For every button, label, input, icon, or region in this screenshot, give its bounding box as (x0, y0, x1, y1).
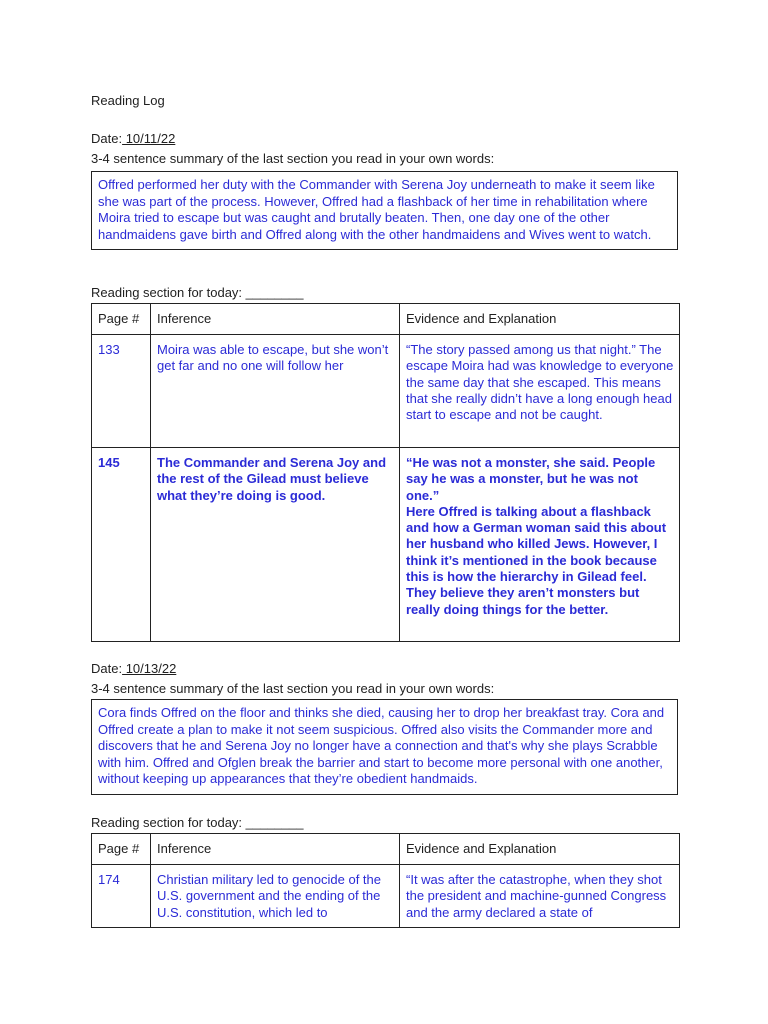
summary-prompt: 3-4 sentence summary of the last section you read in your own words: (91, 151, 495, 166)
header-page: Page # (92, 834, 151, 865)
row-evidence-quote: “He was not a monster, she said. People say he was a monster, but he was not one.” (406, 455, 656, 503)
header-evidence: Evidence and Explanation (400, 834, 680, 865)
date-label: Date: (91, 131, 123, 146)
row-inference: Christian military led to genocide of the U.S. government and the ending of the U.S. constitution, which led to (151, 865, 400, 928)
summary-text: Offred performed her duty with the Commander with Serena Joy underneath to make it seem like she was part of the process. However, Offred had a flashback of her time in rehabilitation where Moira tried to escape but was caught and brutally beaten. Then, one day one of the other handmaidens gave birth and Offred along with the other handmaidens and Wives went to watch. (98, 177, 655, 242)
reading-log-table (91, 833, 680, 928)
row-page: 145 (92, 448, 151, 642)
reading-section-line (91, 285, 304, 301)
table-row (92, 335, 680, 448)
reading-log-table (91, 303, 680, 642)
date-label: Date: (91, 661, 123, 676)
table-row (92, 448, 680, 642)
header-inference: Inference (151, 304, 400, 335)
summary-box (91, 699, 678, 795)
date-line (91, 131, 175, 147)
date-value: 10/11/22 (122, 131, 176, 146)
row-evidence-cell (400, 448, 680, 642)
date-value: 10/13/22 (122, 661, 177, 676)
row-inference: Moira was able to escape, but she won’t get far and no one will follow her (151, 335, 400, 448)
table-row (92, 865, 680, 928)
summary-prompt: 3-4 sentence summary of the last section you read in your own words: (91, 681, 495, 696)
row-page: 133 (92, 335, 151, 448)
row-evidence: Here Offred is talking about a flashback and how a German woman said this about her husband who killed Jews. However, I think it’s mentioned in the book because this is how the hierarchy in Gilead feel. They believe they aren’t monsters but really doing things for the better. (406, 503, 667, 617)
table-header-row (92, 304, 680, 335)
row-page: 174 (92, 865, 151, 928)
reading-section-label: Reading section for today: (91, 285, 243, 300)
reading-section-blank: ________ (245, 815, 304, 830)
reading-section-line (91, 815, 304, 831)
header-evidence: Evidence and Explanation (400, 304, 680, 335)
page-title: Reading Log (91, 93, 165, 108)
summary-box (91, 171, 678, 250)
summary-text: Cora finds Offred on the floor and thinks she died, causing her to drop her breakfast tray. Cora and Offred create a plan to make it not seem suspicious. Offred also visits the Commander more and discovers that he and Serena Joy no longer have a connection and that's why she plays Scrabble with him. Offred and Ofglen break the barrier and start to become more personal with one another, without keeping up appearances that they’re obedient handmaids. (98, 705, 665, 787)
row-evidence: “It was after the catastrophe, when they shot the president and machine-gunned Congress and the army declared a state of (400, 865, 680, 928)
reading-section-label: Reading section for today: (91, 815, 243, 830)
row-evidence: “The story passed among us that night.” The escape Moira had was knowledge to everyone the same day that she escaped. This means that she really didn’t have a long enough head start to escape and not be caught. (400, 335, 680, 448)
table-header-row (92, 834, 680, 865)
header-inference: Inference (151, 834, 400, 865)
row-inference: The Commander and Serena Joy and the rest of the Gilead must believe what they’re doing is good. (151, 448, 400, 642)
header-page: Page # (92, 304, 151, 335)
reading-section-blank: ________ (245, 285, 304, 300)
date-line (91, 661, 176, 677)
